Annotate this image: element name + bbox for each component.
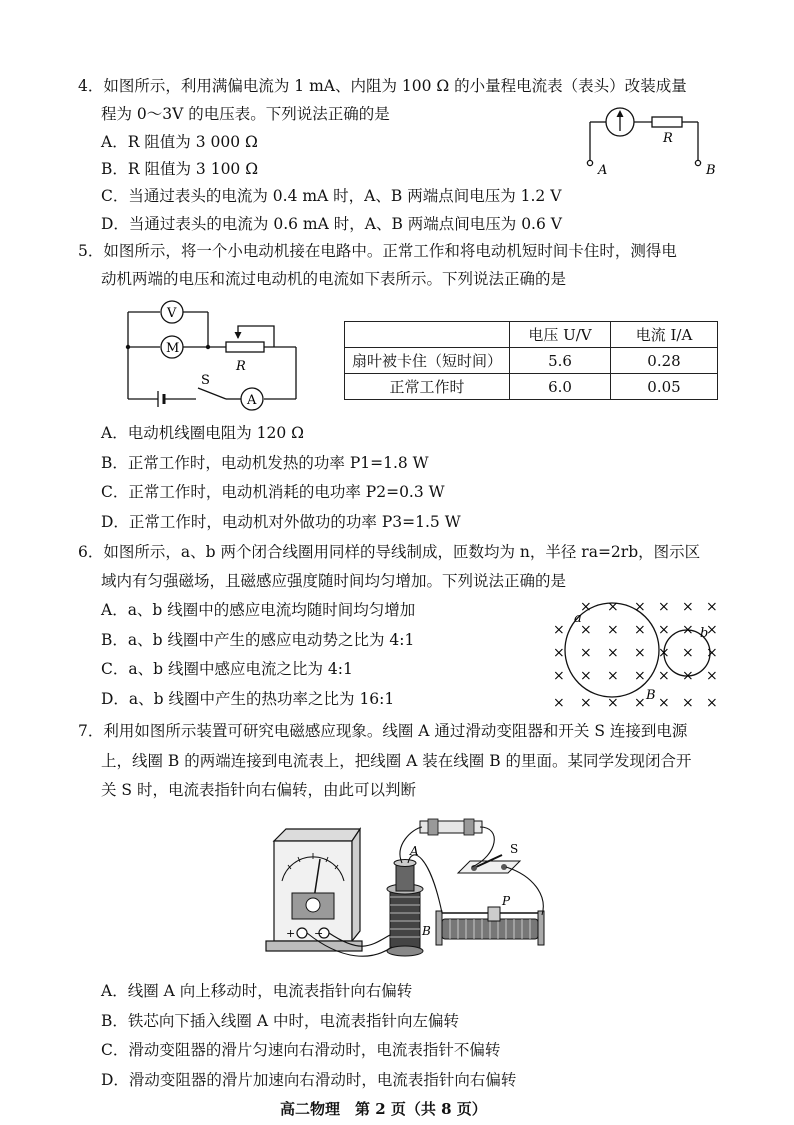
q6-option-a: A．a、b 线圈中的感应电流均随时间均匀增加: [101, 601, 416, 619]
field-cross: ×: [580, 622, 592, 638]
field-cross: ×: [607, 668, 619, 684]
q5-option-c: C．正常工作时，电动机消耗的电功率 P2=0.3 W: [101, 483, 445, 501]
q7-option-d: D．滑动变阻器的滑片加速向右滑动时，电流表指针向右偏转: [101, 1071, 517, 1089]
q6-stem-line2: 域内有匀强磁场，且磁感应强度随时间均匀增加。下列说法正确的是: [101, 572, 567, 590]
q5-ammeter-label: A: [247, 393, 257, 408]
q6-option-c: C．a、b 线圈中感应电流之比为 4:1: [101, 660, 353, 678]
q7-option-a: A．线圈 A 向上移动时，电流表指针向右偏转: [101, 982, 413, 1000]
table-header-cell: 电压 U/V: [510, 322, 611, 348]
switch-icon: [458, 855, 520, 873]
q4-circuit-figure: [580, 100, 720, 180]
q4-stem-line2: 程为 0～3V 的电压表。下列说法正确的是: [101, 105, 390, 123]
q4-a-label: A: [598, 163, 608, 178]
coil-a-icon: [394, 860, 416, 892]
q5-option-b: B．正常工作时，电动机发热的功率 P1=1.8 W: [101, 454, 429, 472]
field-cross: ×: [607, 695, 619, 711]
field-cross: ×: [634, 695, 646, 711]
field-cross: ×: [553, 622, 565, 638]
field-cross: ×: [607, 622, 619, 638]
q7-stem-line2: 上，线圈 B 的两端连接到电流表上，把线圈 A 装在线圈 B 的里面。某同学发现闭合开: [101, 752, 692, 770]
field-cross: ×: [658, 668, 670, 684]
q4-option-a: A．R 阻值为 3 000 Ω: [101, 133, 258, 151]
field-cross: ×: [706, 622, 718, 638]
field-b-label: B: [646, 688, 656, 703]
field-cross: ×: [634, 622, 646, 638]
galvanometer-minus-label: −: [314, 927, 324, 940]
field-cross: ×: [658, 599, 670, 615]
field-cross: ×: [706, 695, 718, 711]
q7-option-b: B．铁芯向下插入线圈 A 中时，电流表指针向左偏转: [101, 1012, 459, 1030]
rheostat-icon: [436, 907, 544, 945]
q5-option-a: A．电动机线圈电阻为 120 Ω: [101, 424, 304, 442]
q5-switch-label: S: [201, 373, 210, 388]
table-row: [345, 348, 718, 374]
field-cross: ×: [706, 645, 718, 661]
table-header-row: [345, 322, 718, 348]
table-cell: 正常工作时: [345, 374, 510, 400]
field-cross: ×: [634, 599, 646, 615]
field-cross: ×: [634, 668, 646, 684]
table-cell: 0.28: [611, 348, 718, 374]
field-cross: ×: [580, 599, 592, 615]
table-cell: 6.0: [510, 374, 611, 400]
q5-option-d: D．正常工作时，电动机对外做功的功率 P3=1.5 W: [101, 513, 461, 531]
q6-option-d: D．a、b 线圈中产生的热功率之比为 16:1: [101, 690, 395, 708]
q5-stem-line1: 5．如图所示，将一个小电动机接在电路中。正常工作和将电动机短时间卡住时，测得电: [78, 242, 677, 260]
q5-motor-label: M: [166, 341, 180, 356]
q5-stem-line2: 动机两端的电压和流过电动机的电流如下表所示。下列说法正确的是: [101, 270, 567, 288]
q4-r-label: R: [663, 131, 673, 146]
galvanometer-plus-label: +: [286, 927, 296, 940]
field-cross: ×: [706, 668, 718, 684]
q6-magnetic-field-figure: [545, 590, 725, 718]
field-cross: ×: [553, 645, 565, 661]
field-cross: ×: [580, 645, 592, 661]
q5-r-label: R: [236, 359, 246, 374]
q4-option-c: C．当通过表头的电流为 0.4 mA 时，A、B 两端点间电压为 1.2 V: [101, 187, 562, 205]
coil-b-label: B: [422, 924, 431, 938]
q4-b-label: B: [706, 163, 716, 178]
field-cross: ×: [682, 599, 694, 615]
field-cross: ×: [580, 668, 592, 684]
field-cross: ×: [658, 695, 670, 711]
field-cross: ×: [580, 695, 592, 711]
field-cross: ×: [682, 645, 694, 661]
q6-option-b: B．a、b 线圈中产生的感应电动势之比为 4:1: [101, 631, 415, 649]
field-cross: ×: [706, 599, 718, 615]
field-cross: ×: [658, 622, 670, 638]
coil-a-label: a: [574, 611, 582, 626]
coil-b-icon: [387, 884, 423, 956]
table-header-cell: [345, 322, 510, 348]
q4-option-d: D．当通过表头的电流为 0.6 mA 时，A、B 两端点间电压为 0.6 V: [101, 215, 562, 233]
field-cross: ×: [634, 645, 646, 661]
switch-s-label: S: [510, 842, 519, 856]
table-cell: 0.05: [611, 374, 718, 400]
q5-circuit-figure: [118, 292, 304, 414]
q7-stem-line1: 7．利用如图所示装置可研究电磁感应现象。线圈 A 通过滑动变阻器和开关 S 连接到电源: [78, 722, 688, 740]
table-cell: 扇叶被卡住（短时间）: [345, 348, 510, 374]
q7-stem-line3: 关 S 时，电流表指针向右偏转，由此可以判断: [101, 781, 416, 799]
table-cell: 5.6: [510, 348, 611, 374]
table-row: [345, 374, 718, 400]
field-cross: ×: [607, 645, 619, 661]
field-cross: ×: [553, 695, 565, 711]
rheostat-slider-arrow-icon: [235, 332, 242, 339]
coil-b-label: b: [700, 626, 709, 641]
rheostat-p-label: P: [502, 894, 511, 908]
field-cross: ×: [682, 695, 694, 711]
q5-voltmeter-label: V: [167, 306, 177, 321]
field-cross: ×: [607, 599, 619, 615]
field-cross: ×: [682, 622, 694, 638]
page-footer: 高二物理 第 2 页（共 8 页）: [280, 1100, 487, 1118]
coil-a-label: A: [410, 844, 419, 858]
q7-apparatus-figure: [262, 815, 562, 965]
q4-option-b: B．R 阻值为 3 100 Ω: [101, 160, 259, 178]
q7-option-c: C．滑动变阻器的滑片匀速向右滑动时，电流表指针不偏转: [101, 1041, 501, 1059]
field-cross: ×: [553, 668, 565, 684]
battery-icon: [420, 819, 482, 835]
field-cross: ×: [658, 645, 670, 661]
q5-data-table: [344, 321, 718, 400]
galvanometer-arrow-icon: [617, 110, 624, 131]
q6-stem-line1: 6．如图所示，a、b 两个闭合线圈用同样的导线制成，匝数均为 n，半径 ra=2rb，图示区: [78, 543, 701, 561]
q4-stem-line1: 4．如图所示，利用满偏电流为 1 mA、内阻为 100 Ω 的小量程电流表（表头）改装成量: [78, 77, 687, 95]
table-header-cell: 电流 I/A: [611, 322, 718, 348]
field-cross: ×: [682, 668, 694, 684]
